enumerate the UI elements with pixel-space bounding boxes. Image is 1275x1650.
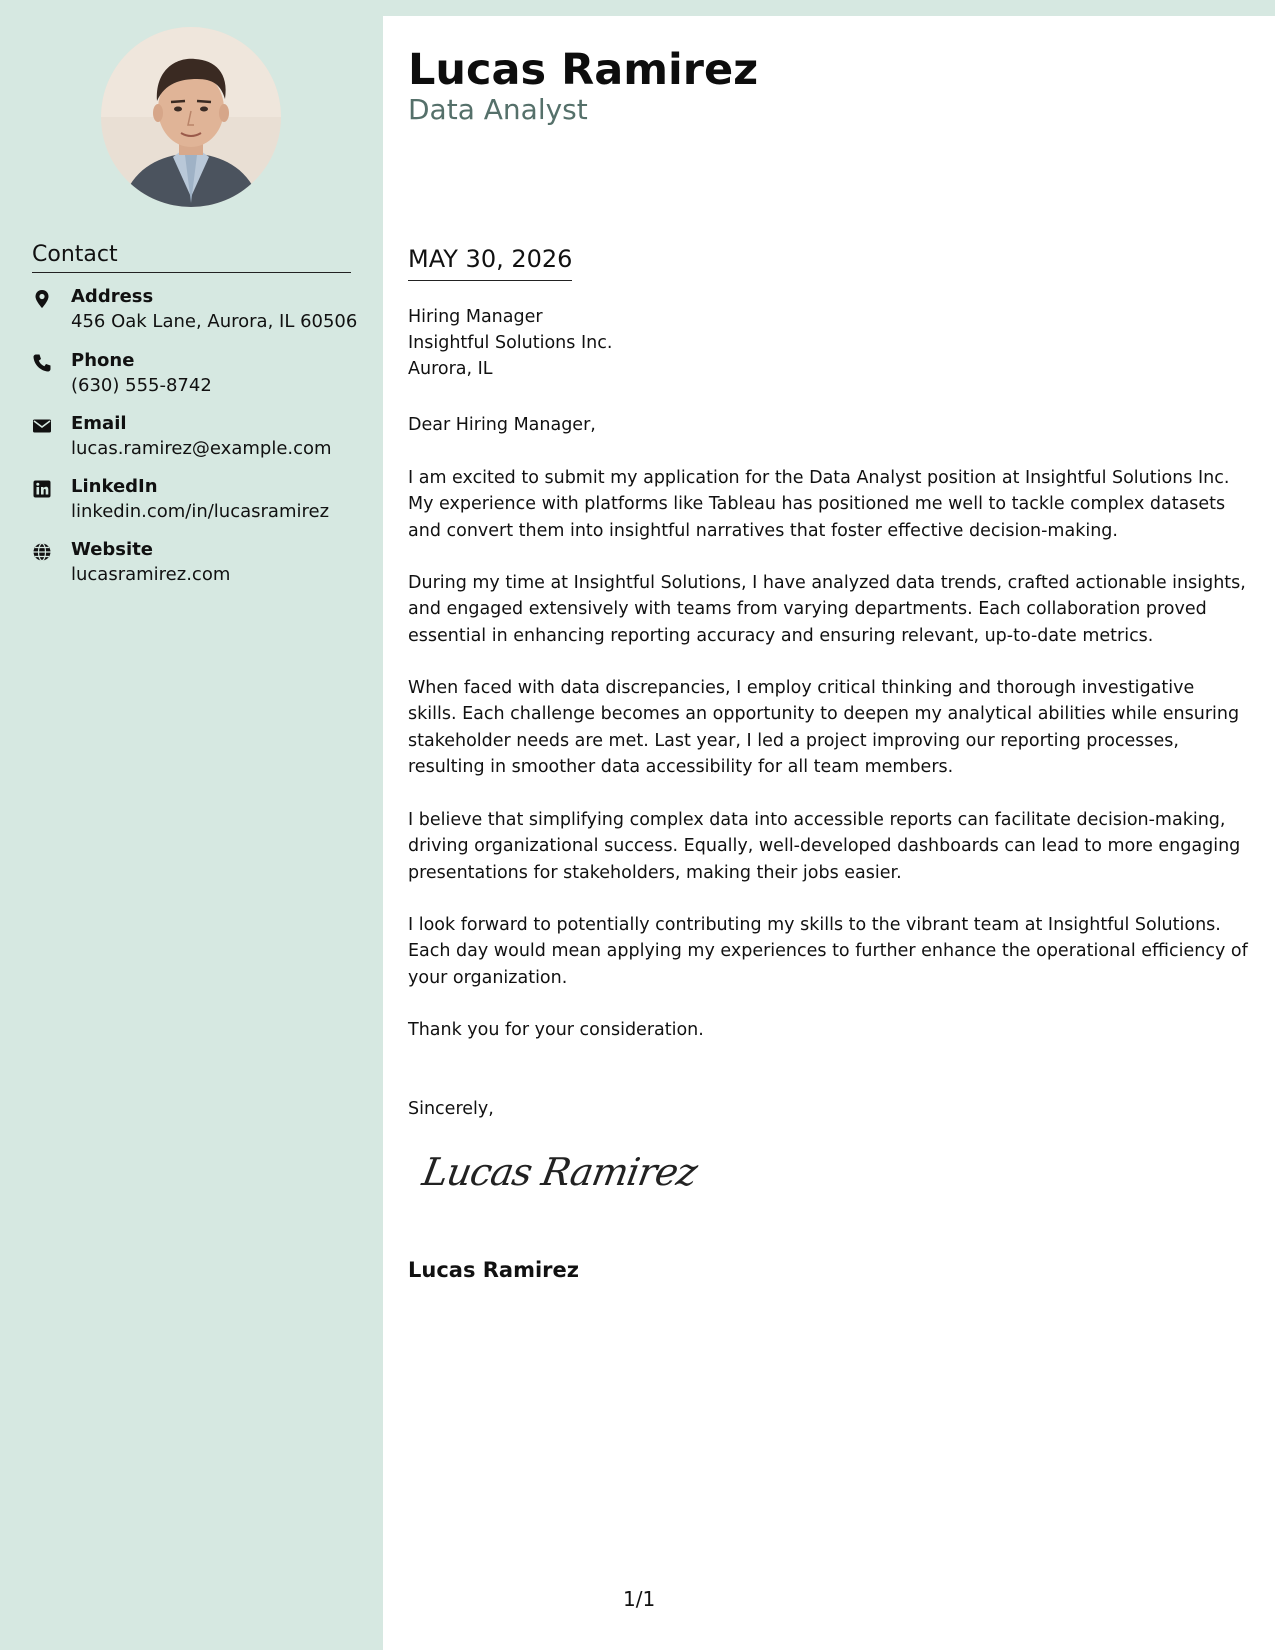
letter-body xyxy=(383,16,1275,1650)
contact-label: LinkedIn xyxy=(71,476,158,497)
closing-thanks: Thank you for your consideration. xyxy=(408,1020,704,1040)
contact-label: Email xyxy=(71,413,127,434)
letter-paragraph: I look forward to potentially contributing my skills to the vibrant team at Insightful Solutions. Each day would mean applying my experiences to further enhance the operational efficiency of your organization. xyxy=(408,915,1248,988)
letter-paragraph: When faced with data discrepancies, I employ critical thinking and thorough investigative skills. Each challenge becomes an opportunity to deepen my analytical abilities while ensuring stakeholder needs are met. Last year, I led a project improving our reporting processes, resulting in smoother data accessibility for all team members. xyxy=(408,678,1240,777)
phone-icon xyxy=(32,353,52,373)
phone-value: (630) 555-8742 xyxy=(71,375,212,396)
recipient-line: Aurora, IL xyxy=(408,359,493,379)
avatar xyxy=(101,27,281,207)
linkedin-value: linkedin.com/in/lucasramirez xyxy=(71,501,330,522)
salutation: Dear Hiring Manager, xyxy=(408,415,596,435)
envelope-icon xyxy=(32,416,52,436)
portrait-photo xyxy=(101,27,281,207)
letter-paragraph: I believe that simplifying complex data into accessible reports can facilitate decision-making, driving organizational success. Equally, well-developed dashboards can lead to more engaging presentations for stakeholders, making their jobs easier. xyxy=(408,810,1241,883)
letter-paragraph: I am excited to submit my application for the Data Analyst position at Insightful Solutions Inc. My experience with platforms like Tableau has positioned me well to tackle complex datasets and convert them into insightful narratives that foster effective decision-making. xyxy=(408,468,1230,541)
recipient-line: Hiring Manager xyxy=(408,307,543,327)
location-pin-icon xyxy=(32,289,52,309)
linkedin-icon xyxy=(32,479,52,499)
email-value: lucas.ramirez@example.com xyxy=(71,438,332,459)
page-number: 1/1 xyxy=(623,1587,656,1611)
job-title: Data Analyst xyxy=(408,93,588,126)
sign-off: Sincerely, xyxy=(408,1099,494,1119)
letter-paragraph: During my time at Insightful Solutions, I have analyzed data trends, crafted actionable insights, and engaged extensively with teams from varying departments. Each collaboration proved essential in enhancing reporting accuracy and ensuring relevant, up-to-date metrics. xyxy=(408,573,1246,646)
contact-label: Phone xyxy=(71,350,135,371)
globe-icon xyxy=(32,542,52,562)
sidebar xyxy=(0,0,383,1650)
contact-label: Address xyxy=(71,286,154,307)
recipient-block xyxy=(408,304,612,382)
applicant-name: Lucas Ramirez xyxy=(408,45,759,95)
recipient-line: Insightful Solutions Inc. xyxy=(408,333,613,353)
handwritten-signature: Lucas Ramirez xyxy=(419,1150,701,1194)
contact-label: Website xyxy=(71,539,154,560)
contact-heading: Contact xyxy=(32,240,351,273)
address-value: 456 Oak Lane, Aurora, IL 60506 xyxy=(71,311,358,332)
signer-name: Lucas Ramirez xyxy=(408,1258,580,1282)
website-value: lucasramirez.com xyxy=(71,564,231,585)
letter-date: MAY 30, 2026 xyxy=(408,243,572,281)
